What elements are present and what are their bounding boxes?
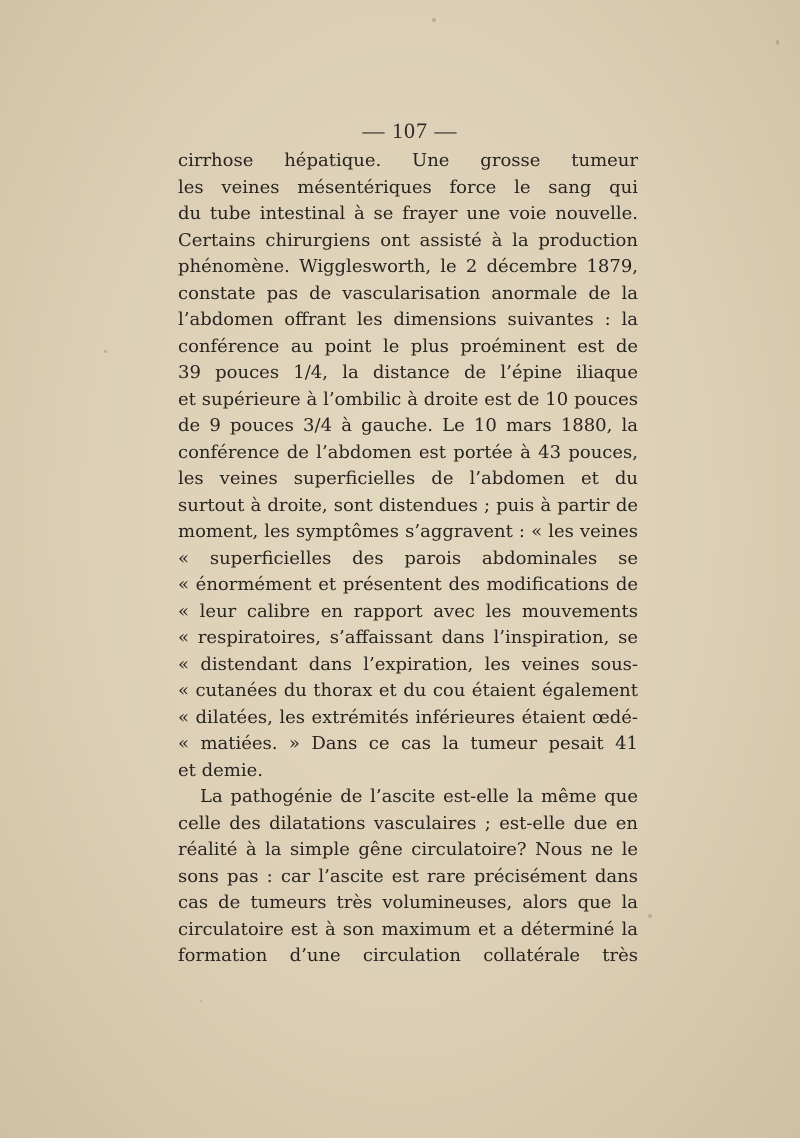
text-line: conférence au point le plus proéminent est de: [178, 335, 638, 357]
text-line: et demie.: [178, 759, 263, 781]
text-line: réalité à la simple gêne circulatoire? Nous ne le: [178, 839, 638, 860]
text-line: les veines superficielles de l’abdomen et du: [178, 468, 638, 489]
paper-speck: [432, 18, 436, 22]
body-text: [178, 148, 638, 970]
paper-speck: [104, 350, 107, 353]
text-line: constate pas de vascularisation anormale de la: [178, 282, 638, 304]
text-line: « distendant dans l’expiration, les veines sous-: [178, 653, 638, 675]
text-line: et supérieure à l’ombilic à droite est de 10 pouces: [178, 388, 638, 410]
text-line: sons pas : car l’ascite est rare précisément dans: [178, 865, 638, 887]
paragraph-first-line: La pathogénie de l’ascite est-elle la même que: [200, 786, 638, 807]
text-line: Certains chirurgiens ont assisté à la production: [178, 229, 638, 251]
page-number: — 107 —: [362, 118, 458, 143]
text-line: moment, les symptômes s’aggravent : « les veines: [178, 521, 638, 542]
text-line: formation d’une circulation collatérale très: [178, 945, 638, 966]
text-line: circulatoire est à son maximum et a déterminé la: [178, 918, 638, 940]
text-line: cirrhose hépatique. Une grosse tumeur: [178, 150, 638, 171]
text-line: « respiratoires, s’affaissant dans l’inspiration, se: [178, 627, 638, 648]
text-line: « dilatées, les extrémités inférieures étaient œdé-: [178, 706, 638, 728]
text-line: conférence de l’abdomen est portée à 43 pouces,: [178, 441, 638, 463]
text-line: cas de tumeurs très volumineuses, alors que la: [178, 892, 638, 913]
text-line: « cutanées du thorax et du cou étaient également: [178, 680, 638, 701]
paper-speck: [776, 40, 779, 45]
text-line: celle des dilatations vasculaires ; est-elle due en: [178, 812, 638, 834]
text-line: « matiées. » Dans ce cas la tumeur pesait 41: [178, 733, 638, 754]
text-line: de 9 pouces 3/4 à gauche. Le 10 mars 1880, la: [178, 415, 638, 436]
text-line: surtout à droite, sont distendues ; puis à partir de: [178, 494, 638, 516]
text-line: du tube intestinal à se frayer une voie nouvelle.: [178, 203, 638, 224]
text-line: phénomène. Wigglesworth, le 2 décembre 1879,: [178, 256, 638, 277]
text-line: « leur calibre en rapport avec les mouvements: [178, 600, 638, 622]
text-line: « énormément et présentent des modifications de: [178, 574, 638, 595]
text-line: « superficielles des parois abdominales se: [178, 547, 638, 569]
text-line: 39 pouces 1/4, la distance de l’épine iliaque: [178, 362, 638, 383]
paper-speck: [200, 1000, 202, 1002]
text-line: les veines mésentériques force le sang qui: [178, 176, 638, 198]
text-line: l’abdomen offrant les dimensions suivantes : la: [178, 309, 638, 330]
paper-speck: [648, 914, 652, 918]
